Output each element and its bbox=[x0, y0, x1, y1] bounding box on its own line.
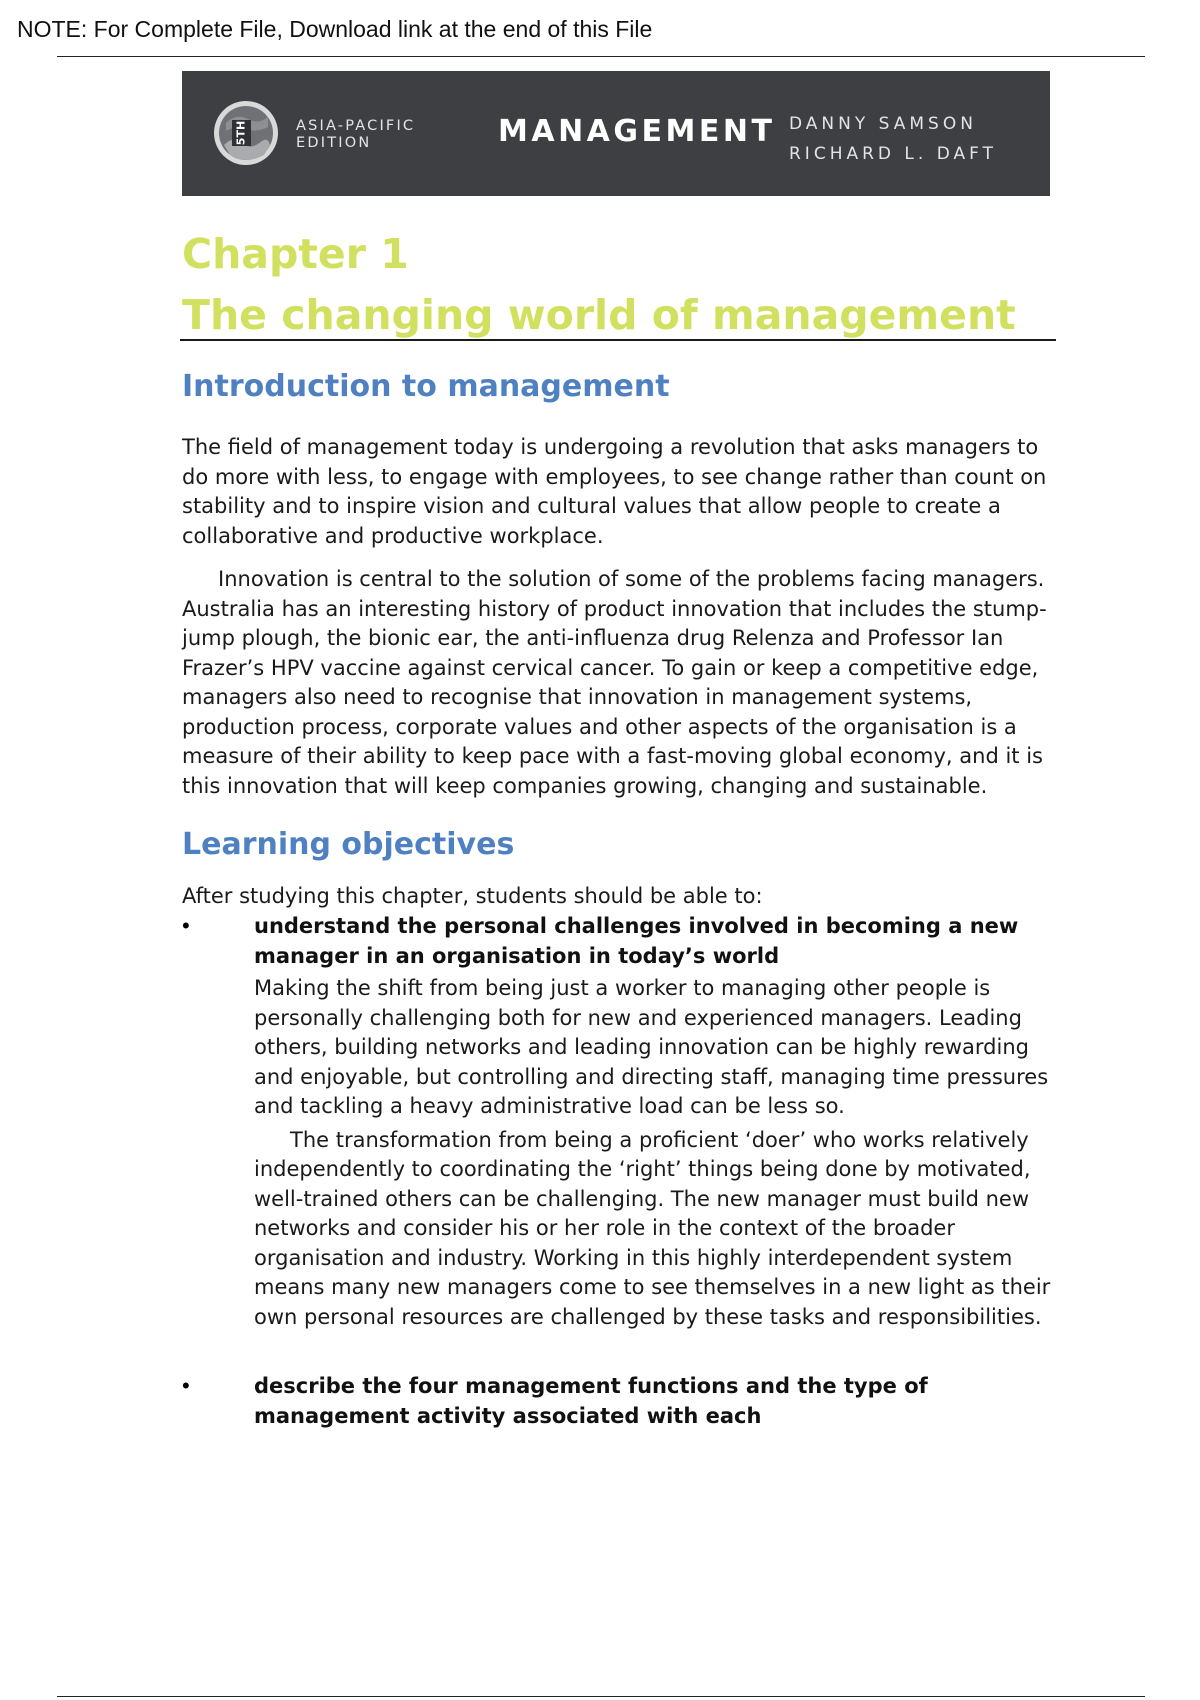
author-2: RICHARD L. DAFT bbox=[789, 144, 997, 164]
intro-heading: Introduction to management bbox=[182, 369, 670, 404]
bottom-divider bbox=[57, 1696, 1145, 1697]
objective-paragraph: Making the shift from being just a worker to managing other people is personally challenging both for new and experienced managers. Leading others, building networks and leading innovation can be highly rewarding and enjoyable, but controlling and directing staff, managing time pressures and tackling a heavy administrative load can be less so. bbox=[254, 976, 1049, 1118]
chapter-heading bbox=[182, 224, 1016, 346]
bullet-icon: • bbox=[182, 913, 190, 938]
objective-item bbox=[182, 1371, 1062, 1431]
bullet-icon: • bbox=[182, 1373, 190, 1398]
chapter-number: Chapter 1 bbox=[182, 230, 409, 278]
author-1: DANNY SAMSON bbox=[789, 114, 977, 134]
author-list bbox=[789, 109, 997, 169]
edition-seal-icon bbox=[212, 99, 280, 167]
objective-title: understand the personal challenges involved in becoming a new manager in an organisation in today’s world bbox=[254, 914, 1019, 968]
download-note: NOTE: For Complete File, Download link at the end of this File bbox=[17, 16, 653, 42]
top-divider bbox=[57, 56, 1145, 57]
seal-text: 5TH bbox=[234, 120, 248, 146]
chapter-divider bbox=[180, 339, 1056, 341]
book-title: MANAGEMENT bbox=[498, 114, 776, 149]
edition-line-1: ASIA-PACIFIC bbox=[296, 118, 416, 134]
chapter-title: The changing world of management bbox=[182, 291, 1016, 339]
intro-paragraph-2: Innovation is central to the solution of some of the problems facing managers. Australia has an interesting history of product innovation that includes the stump-jump plough, the bionic ear, the anti-influenza drug Relenza and Professor Ian Frazer’s HPV vaccine against cervical cancer. To gain or keep a competitive edge, managers also need to recognise that innovation in management systems, production process, corporate values and other aspects of the organisation is a measure of their ability to keep pace with a fast-moving global economy, and it is this innovation that will keep companies growing, changing and sustainable. bbox=[182, 567, 1047, 798]
objective-item bbox=[182, 911, 1062, 1332]
edition-label bbox=[296, 118, 415, 152]
objectives-lead: After studying this chapter, students should be able to: bbox=[182, 884, 763, 908]
edition-line-2: EDITION bbox=[296, 135, 372, 151]
learning-objectives-heading: Learning objectives bbox=[182, 827, 515, 862]
intro-paragraph-1: The field of management today is undergoing a revolution that asks managers to do more with less, to engage with employees, to see change rather than count on stability and to inspire vision and cultural values that allow people to create a collaborative and productive workplace. bbox=[182, 435, 1047, 548]
book-banner bbox=[182, 71, 1050, 196]
objective-title: describe the four management functions and the type of management activity associated with each bbox=[254, 1374, 928, 1428]
objective-paragraph: The transformation from being a proficient ‘doer’ who works relatively independently to coordinating the ‘right’ things being done by motivated, well-trained others can be challenging. The new manager must build new networks and consider his or her role in the context of the broader organisation and industry. Working in this highly interdependent system means many new managers come to see themselves in a new light as their own personal resources are challenged by these tasks and responsibilities. bbox=[254, 1127, 1051, 1329]
